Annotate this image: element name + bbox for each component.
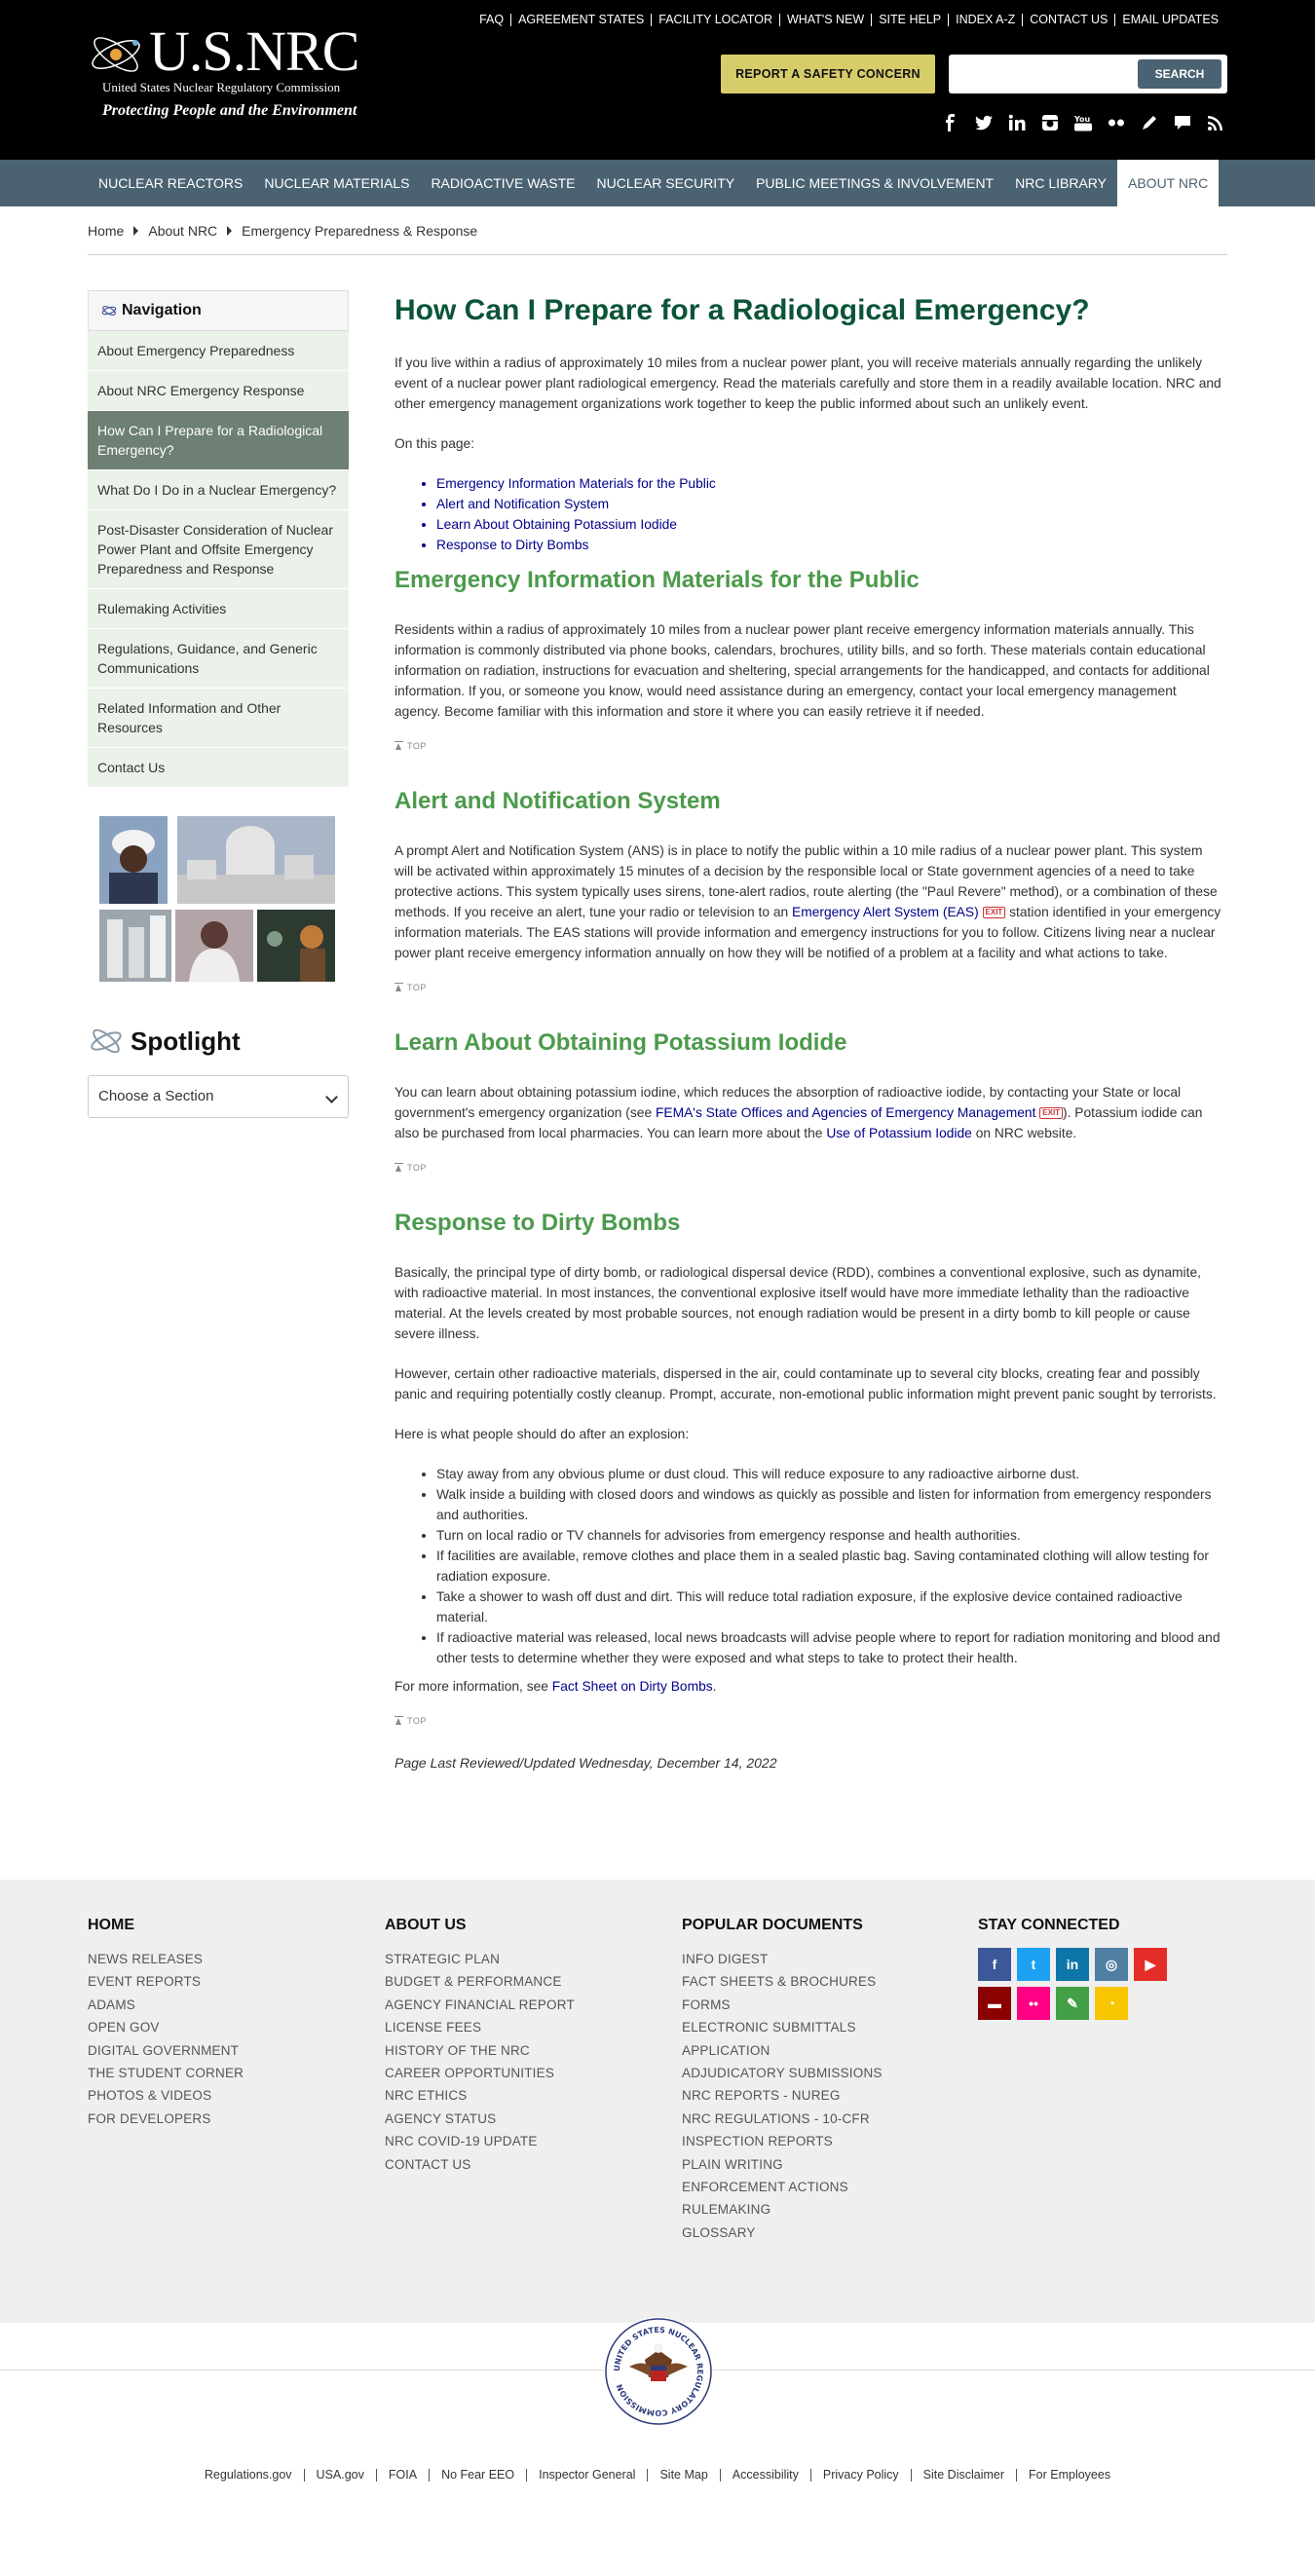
breadcrumb-about[interactable]: About NRC: [148, 222, 218, 239]
footer-link[interactable]: ADAMS: [88, 1997, 136, 2012]
back-to-top-link[interactable]: [394, 983, 1222, 992]
nav-public-meetings[interactable]: PUBLIC MEETINGS & INVOLVEMENT: [756, 175, 995, 191]
facebook-icon[interactable]: [941, 113, 960, 132]
choose-section-value: Choose a Section: [98, 1088, 214, 1104]
footer-link[interactable]: GLOSSARY: [682, 2224, 756, 2240]
list-item: • Take a shower to wash off dust and dirt. This will reduce total radiation exposure, if the explosive device contained radioactive material.: [436, 1587, 1222, 1627]
text: ). Potassium iodide can also be purchased from local pharmacies. You can learn more about the: [394, 1105, 1203, 1140]
site-header: [0, 0, 1315, 160]
breadcrumb-caret-icon: [227, 226, 232, 236]
section-heading: Emergency Information Materials for the Public: [394, 567, 920, 593]
text: A prompt Alert and Notification System (ANS) is in place to notify the public within a 10 mile radius of a nuclear power plant. This system will be activated within approximately 15 minutes of a decision by the responsible local or State government agencies of a need to take protective actions. This system typically uses sirens, tone-alert radios, route alerting (the "Paul Revere" method), or a combination of these methods. If you receive an alert, tune your radio or television to an: [394, 843, 1218, 919]
footer-link[interactable]: ENFORCEMENT ACTIONS: [682, 2180, 848, 2195]
instagram-icon[interactable]: ◎: [1095, 1948, 1128, 1981]
intro-paragraph: If you live within a radius of approximately 10 miles from a nuclear power plant, you will receive materials annually regarding the unlikely event of a nuclear power plant radiological emergency. Read the materials carefully and store them in a readily available location. NRC and other emergency management organizations work together to keep the public informed about such an unlikely event.: [394, 355, 1221, 411]
side-nav-header: [88, 290, 349, 331]
text: For more information, see: [394, 1679, 552, 1694]
last-reviewed: Page Last Reviewed/Updated Wednesday, December 14, 2022: [394, 1755, 777, 1771]
footer-link[interactable]: NEWS RELEASES: [88, 1952, 204, 1966]
section-heading: Alert and Notification System: [394, 788, 721, 814]
footer-link[interactable]: HISTORY OF THE NRC: [385, 2042, 530, 2058]
potassium-iodide-link[interactable]: Use of Potassium Iodide: [826, 1126, 972, 1140]
back-to-top-link[interactable]: [394, 741, 1222, 751]
footer-link[interactable]: PLAIN WRITING: [682, 2156, 783, 2172]
site-footer: [0, 1880, 1315, 2323]
twitter-icon[interactable]: t: [1017, 1948, 1050, 1981]
page-content: [0, 255, 1315, 1880]
header-social-icons: [941, 113, 1225, 132]
bottom-link[interactable]: Site Map: [647, 2469, 719, 2482]
footer-link[interactable]: ELECTRONIC SUBMITTALS: [682, 2020, 856, 2035]
sidebar-item-active[interactable]: How Can I Prepare for a Radiological Emergency?: [88, 411, 349, 470]
footer-col-connect: [978, 1917, 1231, 2026]
text: on NRC website.: [971, 1126, 1077, 1140]
more-info-paragraph: [394, 1676, 1222, 1697]
comment-icon[interactable]: [1173, 113, 1192, 132]
linkedin-icon[interactable]: [1007, 113, 1027, 132]
eas-link[interactable]: Emergency Alert System (EAS): [792, 905, 979, 919]
top-label: TOP: [407, 1716, 427, 1726]
bottom-link[interactable]: Privacy Policy: [810, 2469, 911, 2482]
footer-link[interactable]: NRC COVID-19 UPDATE: [385, 2134, 538, 2149]
fact-sheet-link[interactable]: Fact Sheet on Dirty Bombs: [551, 1679, 713, 1694]
rss-icon[interactable]: [1206, 113, 1225, 132]
logo-tagline: Protecting People and the Environment: [102, 102, 357, 119]
sidebar-item[interactable]: Regulations, Guidance, and Generic Communications: [88, 629, 349, 689]
sidebar-item[interactable]: About NRC Emergency Response: [88, 371, 349, 411]
nav-nuclear-security[interactable]: NUCLEAR SECURITY: [596, 175, 735, 191]
section-heading: Learn About Obtaining Potassium Iodide: [394, 1029, 847, 1056]
nav-nuclear-reactors[interactable]: NUCLEAR REACTORS: [98, 175, 244, 191]
breadcrumb: [88, 206, 1227, 255]
utility-link[interactable]: CONTACT US: [1022, 14, 1114, 26]
section-paragraph: [394, 840, 1222, 963]
utility-link[interactable]: INDEX A-Z: [948, 14, 1022, 26]
list-item: • Walk inside a building with closed doors and windows as quickly as possible and listen for information from emergency responders and authorities.: [436, 1484, 1222, 1525]
bottom-link[interactable]: Site Disclaimer: [911, 2469, 1016, 2482]
sidebar-item[interactable]: Contact Us: [88, 748, 349, 788]
footer-heading[interactable]: HOME: [88, 1917, 134, 1933]
exit-badge: EXIT: [1039, 1107, 1063, 1119]
svg-text:You: You: [1074, 115, 1091, 124]
sidebar-item[interactable]: About Emergency Preparedness: [88, 331, 349, 371]
footer-link[interactable]: INFO DIGEST: [682, 1952, 769, 1966]
footer-link[interactable]: APPLICATION: [682, 2042, 770, 2058]
footer-link[interactable]: LICENSE FEES: [385, 2020, 482, 2035]
sidebar-item[interactable]: What Do I Do in a Nuclear Emergency?: [88, 470, 349, 510]
top-label: TOP: [407, 983, 427, 992]
side-nav-title: Navigation: [122, 302, 202, 318]
bottom-link[interactable]: Accessibility: [720, 2469, 810, 2482]
sidebar-item[interactable]: Rulemaking Activities: [88, 589, 349, 629]
utility-link[interactable]: AGREEMENT STATES: [510, 14, 651, 26]
footer-heading: STAY CONNECTED: [978, 1917, 1120, 1933]
footer-link[interactable]: INSPECTION REPORTS: [682, 2134, 833, 2149]
text: .: [712, 1679, 717, 1694]
footer-link[interactable]: NRC ETHICS: [385, 2088, 468, 2104]
arrow-up-icon: [394, 1716, 403, 1726]
bottom-link[interactable]: FOIA: [376, 2469, 429, 2482]
page-title: How Can I Prepare for a Radiological Emergency?: [394, 294, 1090, 326]
choose-section-select[interactable]: [88, 1075, 349, 1118]
cylinders-photo: [99, 910, 171, 982]
footer-col-home: [88, 1917, 244, 2130]
arrow-up-icon: [394, 741, 403, 751]
utility-links: [472, 14, 1225, 26]
footer-link[interactable]: CONTACT US: [385, 2156, 471, 2172]
lab-photo: [257, 910, 335, 982]
report-safety-concern-button[interactable]: REPORT A SAFETY CONCERN: [721, 55, 935, 93]
utility-link[interactable]: WHAT'S NEW: [779, 14, 871, 26]
toc-list: [436, 473, 1222, 555]
footer-link[interactable]: FOR DEVELOPERS: [88, 2110, 211, 2126]
section-paragraph: [394, 1082, 1222, 1143]
utility-link[interactable]: EMAIL UPDATES: [1114, 14, 1225, 26]
chevron-down-icon: [325, 1091, 338, 1103]
top-label: TOP: [407, 1163, 427, 1173]
footer-link[interactable]: DIGITAL GOVERNMENT: [88, 2042, 240, 2058]
section-heading: Response to Dirty Bombs: [394, 1210, 681, 1236]
list-item: • Turn on local radio or TV channels for advisories from emergency response and health authorities.: [436, 1525, 1222, 1546]
utility-link[interactable]: SITE HELP: [871, 14, 948, 26]
blog-pen-icon[interactable]: [1140, 113, 1159, 132]
nav-nuclear-materials[interactable]: NUCLEAR MATERIALS: [264, 175, 410, 191]
logo-name: U.S.NRC: [149, 19, 359, 83]
footer-bottom: [0, 2323, 1315, 2576]
flickr-icon[interactable]: ••: [1017, 1987, 1050, 2020]
fema-link[interactable]: FEMA's State Offices and Agencies of Emergency Management: [655, 1105, 1036, 1120]
footer-link[interactable]: AGENCY STATUS: [385, 2110, 497, 2126]
sidebar-item[interactable]: Related Information and Other Resources: [88, 689, 349, 748]
footer-heading[interactable]: ABOUT US: [385, 1917, 467, 1933]
nav-radioactive-waste[interactable]: RADIOACTIVE WASTE: [431, 175, 576, 191]
main-article: [394, 288, 1222, 1771]
bottom-link[interactable]: USA.gov: [304, 2469, 376, 2482]
comment-icon[interactable]: ▬: [978, 1987, 1011, 2020]
search-button[interactable]: SEARCH: [1138, 59, 1221, 89]
section-paragraph: Residents within a radius of approximately 10 miles from a nuclear power plant receive emergency information materials annually. This information is commonly distributed via phone books, calendars, brochures, utility bills, and so forth. These materials contain educational information on radiation, instructions for evacuation and sheltering, special arrangements for the handicapped, and contacts for additional information. If you, or someone you know, would need assistance during an emergency, contact your local emergency management agency. Become familiar with this information and store it where you can easily retrieve it if needed.: [394, 622, 1210, 719]
footer-link[interactable]: EVENT REPORTS: [88, 1974, 202, 1990]
worker-photo: [99, 816, 168, 904]
on-this-page-label: On this page:: [394, 436, 475, 451]
footer-link[interactable]: FACT SHEETS & BROCHURES: [682, 1974, 877, 1990]
utility-link[interactable]: FACILITY LOCATOR: [651, 14, 779, 26]
toc-link[interactable]: • Emergency Information Materials for the Public: [436, 473, 1222, 494]
footer-link[interactable]: ADJUDICATORY SUBMISSIONS: [682, 2066, 883, 2081]
side-navigation: [88, 290, 349, 788]
footer-link[interactable]: OPEN GOV: [88, 2020, 160, 2035]
facebook-icon[interactable]: f: [978, 1948, 1011, 1981]
search-input[interactable]: [949, 55, 1227, 93]
scientist-photo: [175, 910, 253, 982]
section-paragraph: Here is what people should do after an explosion:: [394, 1427, 690, 1441]
bottom-link[interactable]: No Fear EEO: [429, 2469, 526, 2482]
linkedin-icon[interactable]: in: [1056, 1948, 1089, 1981]
youtube-icon[interactable]: ▶: [1134, 1948, 1167, 1981]
breadcrumb-current: Emergency Preparedness & Response: [242, 222, 478, 239]
back-to-top-link[interactable]: [394, 1716, 1222, 1726]
blog-pen-icon[interactable]: ✎: [1056, 1987, 1089, 2020]
footer-link[interactable]: PHOTOS & VIDEOS: [88, 2088, 212, 2104]
breadcrumb-caret-icon: [133, 226, 138, 236]
back-to-top-link[interactable]: [394, 1163, 1222, 1173]
bottom-link[interactable]: Regulations.gov: [204, 2468, 292, 2482]
utility-link[interactable]: FAQ: [479, 13, 505, 26]
breadcrumb-home[interactable]: Home: [88, 222, 125, 239]
instagram-icon[interactable]: [1040, 113, 1060, 132]
footer-link[interactable]: BUDGET & PERFORMANCE: [385, 1974, 562, 1990]
text: You can learn about obtaining potassium iodine, which reduces the absorption of radioactive iodide, by contacting your State or local government's emergency organization (see: [394, 1085, 1182, 1120]
seal-text: UNITED STATES NUCLEAR REGULATORY COMMISSION: [612, 2325, 705, 2418]
youtube-icon[interactable]: [1073, 113, 1093, 132]
toc-link[interactable]: • Alert and Notification System: [436, 494, 1222, 514]
footer-col-popular: [682, 1917, 883, 2244]
footer-link[interactable]: CAREER OPPORTUNITIES: [385, 2066, 555, 2081]
arrow-up-icon: [394, 1163, 403, 1173]
footer-link[interactable]: FORMS: [682, 1997, 731, 2012]
top-label: TOP: [407, 741, 427, 751]
nav-nrc-library[interactable]: NRC LIBRARY: [1015, 175, 1107, 191]
list-item: • If radioactive material was released, local news broadcasts will advise people where to report for radiation monitoring and blood and other tests to determine whether they were exposed and what steps to take to protect their health.: [436, 1627, 1222, 1668]
section-paragraph: Basically, the principal type of dirty bomb, or radiological dispersal device (RDD), combines a conventional explosive, such as dynamite, with radioactive material. In most instances, the conventional explosive itself would have more immediate lethality than the radioactive material. At the levels created by most probable sources, not enough radiation would be present in a dirty bomb to kill people or cause severe illness.: [394, 1265, 1201, 1341]
spotlight-heading: [88, 1025, 241, 1058]
atom-icon: [88, 1025, 125, 1058]
nrc-seal-icon: [600, 2313, 717, 2430]
main-nav: [0, 160, 1315, 206]
nrc-logo[interactable]: [87, 18, 359, 123]
footer-col-about: [385, 1917, 575, 2176]
section-paragraph: However, certain other radioactive materials, dispersed in the air, could contaminate up to several city blocks, creating fear and possibly panic and requiring potentially costly cleanup. Prompt, accurate, non-emotional public information might prevent panic sought by terrorists.: [394, 1366, 1217, 1401]
bottom-link[interactable]: Inspector General: [526, 2469, 647, 2482]
list-item: • Stay away from any obvious plume or dust cloud. This will reduce exposure to any radioactive airborne dust.: [436, 1464, 1222, 1484]
footer-heading[interactable]: POPULAR DOCUMENTS: [682, 1917, 863, 1933]
explosion-steps-list: [436, 1464, 1222, 1668]
atom-icon: [100, 304, 118, 317]
footer-link[interactable]: RULEMAKING: [682, 2202, 771, 2218]
footer-link[interactable]: NRC REGULATIONS - 10-CFR: [682, 2110, 870, 2126]
footer-link[interactable]: THE STUDENT CORNER: [88, 2066, 244, 2081]
nav-about-nrc[interactable]: ABOUT NRC: [1117, 160, 1219, 206]
photo-collage: [88, 816, 349, 982]
sidebar-item[interactable]: Post-Disaster Consideration of Nuclear Power Plant and Offsite Emergency Preparedness and Response: [88, 510, 349, 589]
footer-link[interactable]: STRATEGIC PLAN: [385, 1952, 501, 1966]
arrow-up-icon: [394, 983, 403, 992]
flickr-icon[interactable]: [1107, 113, 1126, 132]
power-plant-photo: [177, 816, 335, 904]
bottom-link[interactable]: For Employees: [1016, 2469, 1122, 2482]
exit-badge: EXIT: [983, 907, 1006, 918]
twitter-icon[interactable]: [974, 113, 994, 132]
footer-link[interactable]: AGENCY FINANCIAL REPORT: [385, 1997, 575, 2012]
toc-link[interactable]: • Response to Dirty Bombs: [436, 535, 1222, 555]
spotlight-title: Spotlight: [131, 1026, 241, 1056]
toc-link[interactable]: • Learn About Obtaining Potassium Iodide: [436, 514, 1222, 535]
logo-subtitle: United States Nuclear Regulatory Commission: [102, 80, 341, 94]
rss-icon[interactable]: ◔: [1095, 1987, 1128, 2020]
text: station identified in your emergency information materials. The EAS stations will provide information and emergency instructions for you to follow. Citizens living near a nuclear power plant receive emergency information annually on how they will be notified of a problem at a facility and what actions to take.: [394, 905, 1221, 960]
list-item: • If facilities are available, remove clothes and place them in a sealed plastic bag. Saving contaminated clothing will allow testing for radiation exposure.: [436, 1546, 1222, 1587]
bottom-links: [0, 2469, 1315, 2482]
footer-link[interactable]: NRC REPORTS - NUREG: [682, 2088, 841, 2104]
